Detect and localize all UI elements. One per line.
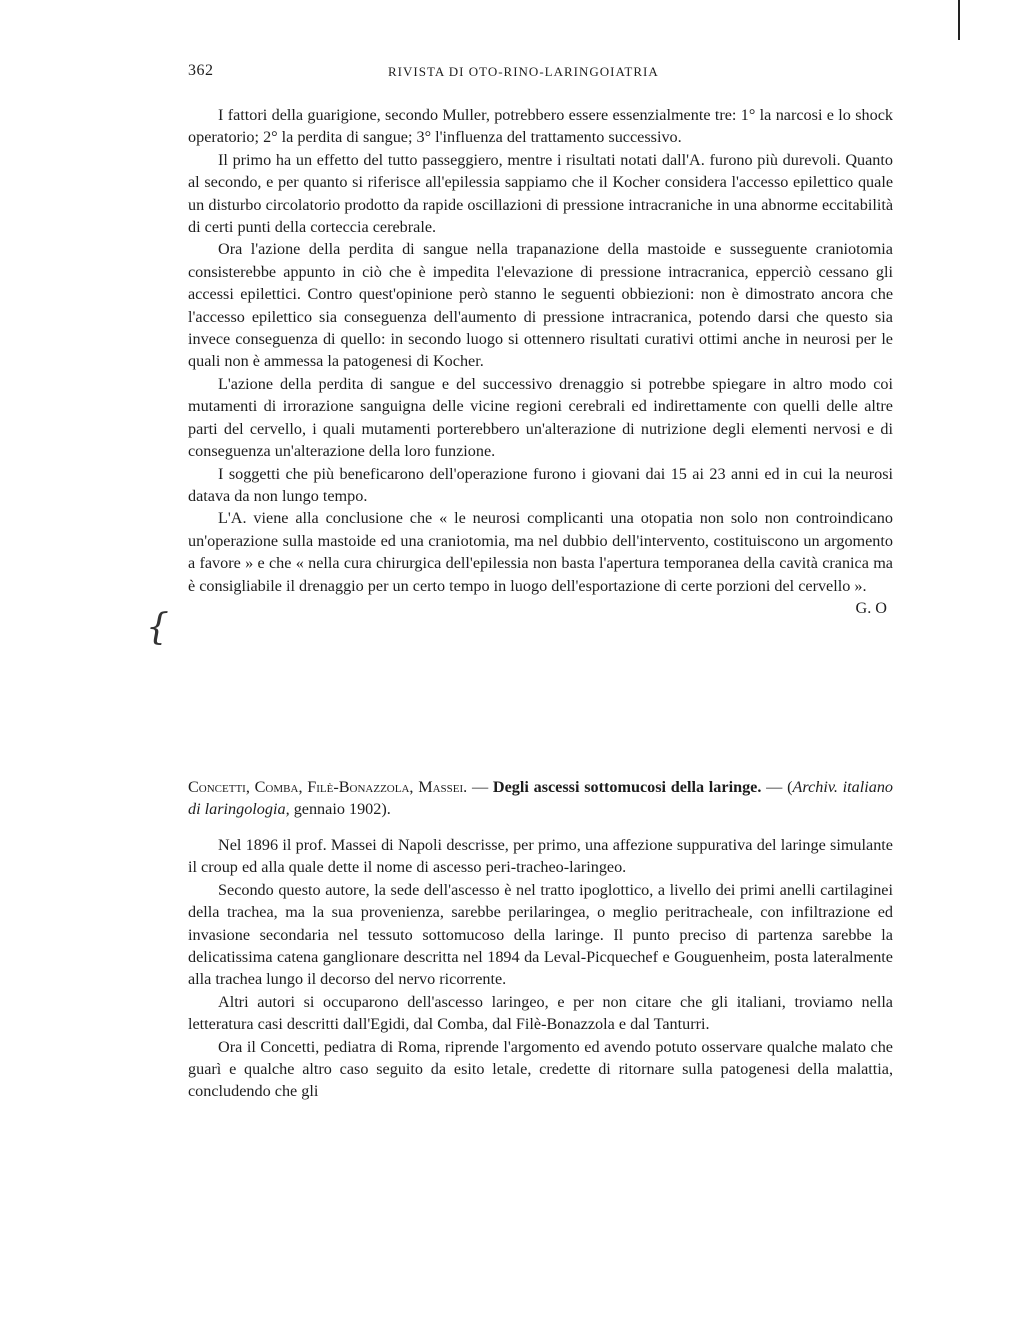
citation-journal: Archiv. italiano di laringologia, bbox=[188, 778, 894, 819]
paragraph: Ora il Concetti, pediatra di Roma, riprende l'argomento ed avendo potuto osservare qualche malato che guarì e qualche altro caso seguito da esito letale, credette di ritornare sulla patogenesi della malattia, concludendo che gli bbox=[188, 1037, 893, 1101]
article-2-body bbox=[188, 834, 893, 1103]
citation bbox=[188, 776, 893, 821]
citation-dash: — bbox=[467, 778, 493, 796]
paragraph-with-signature bbox=[188, 507, 893, 617]
margin-bracket-mark: { bbox=[146, 607, 169, 648]
running-header bbox=[188, 62, 893, 86]
paragraph: I soggetti che più beneficarono dell'operazione furono i giovani dai 15 ai 23 anni ed in cui la neurosi datava da non lungo tempo. bbox=[188, 464, 893, 505]
citation-authors: Concetti, Comba, Filè-Bonazzola, Massei. bbox=[188, 778, 468, 796]
paragraph: Altri autori si occuparono dell'ascesso laringeo, e per non citare che gli italiani, troviamo nella letteratura casi descritti dall'Egidi, dal Comba, dal Filè-Bonazzola e dal Tanturri. bbox=[188, 992, 893, 1034]
paragraph: Secondo questo autore, la sede dell'ascesso è nel tratto ipoglottico, a livello dei primi anelli cartilaginei della trachea, ma la sua provenienza, sarebbe perilaringea, o meglio peritracheale, con infiltrazione ed invasione secondaria nel tessuto sottomucoso della laringe. Il punto preciso di partenza sarebbe la delicatissima catena ganglionare descritta nel 1894 da Leval-Picquechef e Gouguenheim, posta lateralmente alla trachea lungo il decorso del nervo ricorrente. bbox=[188, 880, 893, 989]
article-1-body bbox=[188, 104, 893, 619]
citation-date: gennaio 1902). bbox=[289, 800, 391, 819]
paragraph: Ora l'azione della perdita di sangue nella trapanazione della mastoide e susseguente craniotomia consisterebbe appunto in ciò che è impedita l'elevazione di pressione intracranica, epperciò cessano gli accessi epilettici. Contro quest'opinione però stanno le seguenti obbiezioni: non è dimostrato ancora che l'accesso epilettico sia conseguenza dell'aumento di pressione intracranica, potendo darsi che questo sia invece conseguenza di quello: in secondo luogo si ottennero risultati curativi ottimi anche in neurosi per le quali non è ammessa la patogenesi di Kocher. bbox=[188, 240, 893, 371]
paragraph: Nel 1896 il prof. Massei di Napoli descrisse, per primo, una affezione suppurativa del laringe simulante il croup ed alla quale dette il nome di ascesso peri-tracheo-laringeo. bbox=[188, 836, 893, 877]
paragraph-text: L'A. viene alla conclusione che « le neurosi complicanti una otopatia non solo non controindicano un'operazione sulla mastoide ed una craniotomia, ma nel dubbio dell'intervento, costituiscono un argomento a favore » e che « nella cura chirurgica dell'epilessia non basta l'apertura temporanea della cavità cranica ma è consigliabile il drenaggio per un certo tempo in luogo dell'esportazione di certe porzioni del cervello ». bbox=[188, 509, 893, 595]
article-2-heading bbox=[188, 776, 893, 821]
paragraph: L'azione della perdita di sangue e del successivo drenaggio si potrebbe spiegare in altro modo coi mutamenti di irrorazione sanguigna delle vicine regioni cerebrali ed indirettamente con quelli delle altre parti del cervello, i quali mutamenti porterebbero un'alterazione di nutrizione degli elementi nervosi e di conseguenza un'alterazione della loro funzione. bbox=[188, 374, 893, 461]
paragraph: I fattori della guarigione, secondo Muller, potrebbero essere essenzialmente tre: 1° la narcosi e lo shock operatorio; 2° la perdita di sangue; 3° l'influenza del trattamento successivo. bbox=[188, 106, 893, 147]
running-title: RIVISTA DI OTO-RINO-LARINGOIATRIA bbox=[388, 64, 659, 79]
page-number: 362 bbox=[188, 62, 214, 79]
paragraph: Il primo ha un effetto del tutto passeggiero, mentre i risultati notati dall'A. furono più durevoli. Quanto al secondo, e per quanto si riferisce all'epilessia sappiamo che il Kocher considera l'accesso epilettico quale un disturbo circolatorio prodotto da rapide oscillazioni di pressione intracraniche in una abnorme eccitabilità di certi punti della corteccia cerebrale. bbox=[188, 150, 893, 237]
scan-edge-mark bbox=[958, 0, 960, 40]
citation-paren: ( bbox=[787, 778, 793, 796]
author-signature: G. O bbox=[855, 598, 887, 617]
citation-title: Degli ascessi sottomucosi della laringe. bbox=[492, 778, 762, 796]
citation-dash: — bbox=[761, 778, 788, 796]
